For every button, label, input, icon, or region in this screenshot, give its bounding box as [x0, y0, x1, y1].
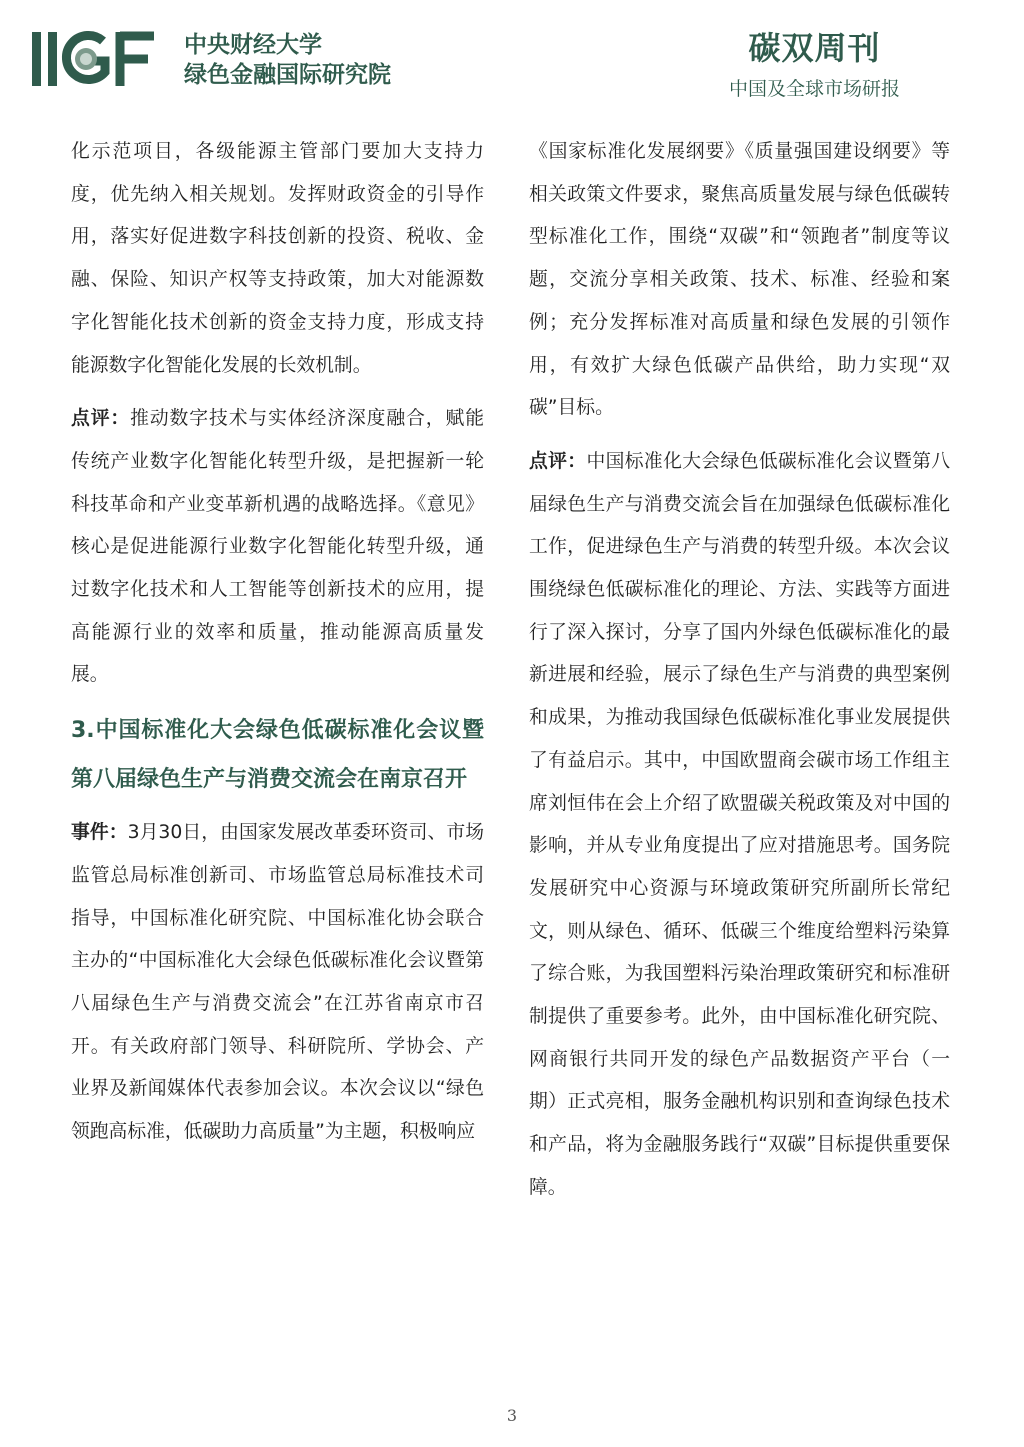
comment-label: 点评： — [529, 450, 587, 472]
magazine-title: 碳双周刊 — [748, 29, 881, 67]
org-name-line1: 中央财经大学 — [184, 32, 322, 58]
page-number: 3 — [506, 1406, 518, 1425]
magazine-masthead — [729, 26, 900, 104]
left-comment-paragraph — [71, 398, 484, 697]
iigf-logo — [30, 28, 170, 90]
org-name-line2: 绿色金融国际研究院 — [184, 62, 391, 88]
page-header — [0, 0, 1024, 120]
left-paragraph-policy: 化示范项目，各级能源主管部门要加大支持力度，优先纳入相关规划。发挥财政资金的引导作用，落实好促进数字科技创新的投资、税收、金融、保险、知识产权等支持政策，加大对能源数字化智能化技术创新的资金支持力度，形成支持能源数字化智能化发展的长效机制。 — [71, 141, 484, 376]
right-comment-paragraph — [529, 441, 950, 1210]
org-name — [184, 30, 391, 90]
event-text: 3月30日，由国家发展改革委环资司、市场监管总局标准创新司、市场监管总局标准技术司指导，中国标准化研究院、中国标准化协会联合主办的“中国标准化大会绿色低碳标准化会议暨第八届绿色生产与消费交流会”在江苏省南京市召开。有关政府部门领导、科研院所、学协会、产业界及新闻媒体代表参加会议。本次会议以“绿色领跑高标准，低碳助力高质量”为主题，积极响应 — [71, 822, 484, 1143]
comment-text: 推动数字技术与实体经济深度融合，赋能传统产业数字化智能化转型升级，是把握新一轮科技革命和产业变革新机遇的战略选择。《意见》核心是促进能源行业数字化智能化转型升级，通过数字化技术和人工智能等创新技术的应用，提高能源行业的效率和质量，推动能源高质量发展。 — [71, 408, 485, 686]
comment-label: 点评： — [71, 408, 131, 430]
event-label: 事件： — [71, 822, 128, 844]
comment-text: 中国标准化大会绿色低碳标准化会议暨第八届绿色生产与消费交流会旨在加强绿色低碳标准化工作，促进绿色生产与消费的转型升级。本次会议围绕绿色低碳标准化的理论、方法、实践等方面进行了深入探讨，分享了国内外绿色低碳标准化的最新进展和经验，展示了绿色生产与消费的典型案例和成果，为推动我国绿色低碳标准化事业发展提供了有益启示。其中，中国欧盟商会碳市场工作组主席刘恒伟在会上介绍了欧盟碳关税政策及对中国的影响，并从专业角度提出了应对措施思考。国务院发展研究中心资源与环境政策研究所副所长常纪文，则从绿色、循环、低碳三个维度给塑料污染算了综合账，为我国塑料污染治理政策研究和标准研制提供了重要参考。此外，由中国标准化研究院、网商银行共同开发的绿色产品数据资产平台（一期）正式亮相，服务金融机构识别和查询绿色技术和产品，将为金融服务践行“双碳”目标提供重要保障。 — [529, 450, 951, 1198]
magazine-subtitle: 中国及全球市场研报 — [728, 78, 900, 100]
left-event-paragraph — [71, 812, 484, 1154]
right-paragraph-event-cont: 《国家标准化发展纲要》《质量强国建设纲要》等相关政策文件要求，聚焦高质量发展与绿色低碳转型标准化工作，围绕“双碳”和“领跑者”制度等议题，交流分享相关政策、技术、标准、经验和案例；充分发挥标准对高质量和绿色发展的引领作用，有效扩大绿色低碳产品供给，助力实现“双碳”目标。 — [529, 141, 950, 419]
section-heading: 3.中国标准化大会绿色低碳标准化会议暨第八届绿色生产与消费交流会在南京召开 — [71, 718, 484, 793]
right-column — [529, 131, 950, 1210]
left-column — [71, 131, 484, 1154]
